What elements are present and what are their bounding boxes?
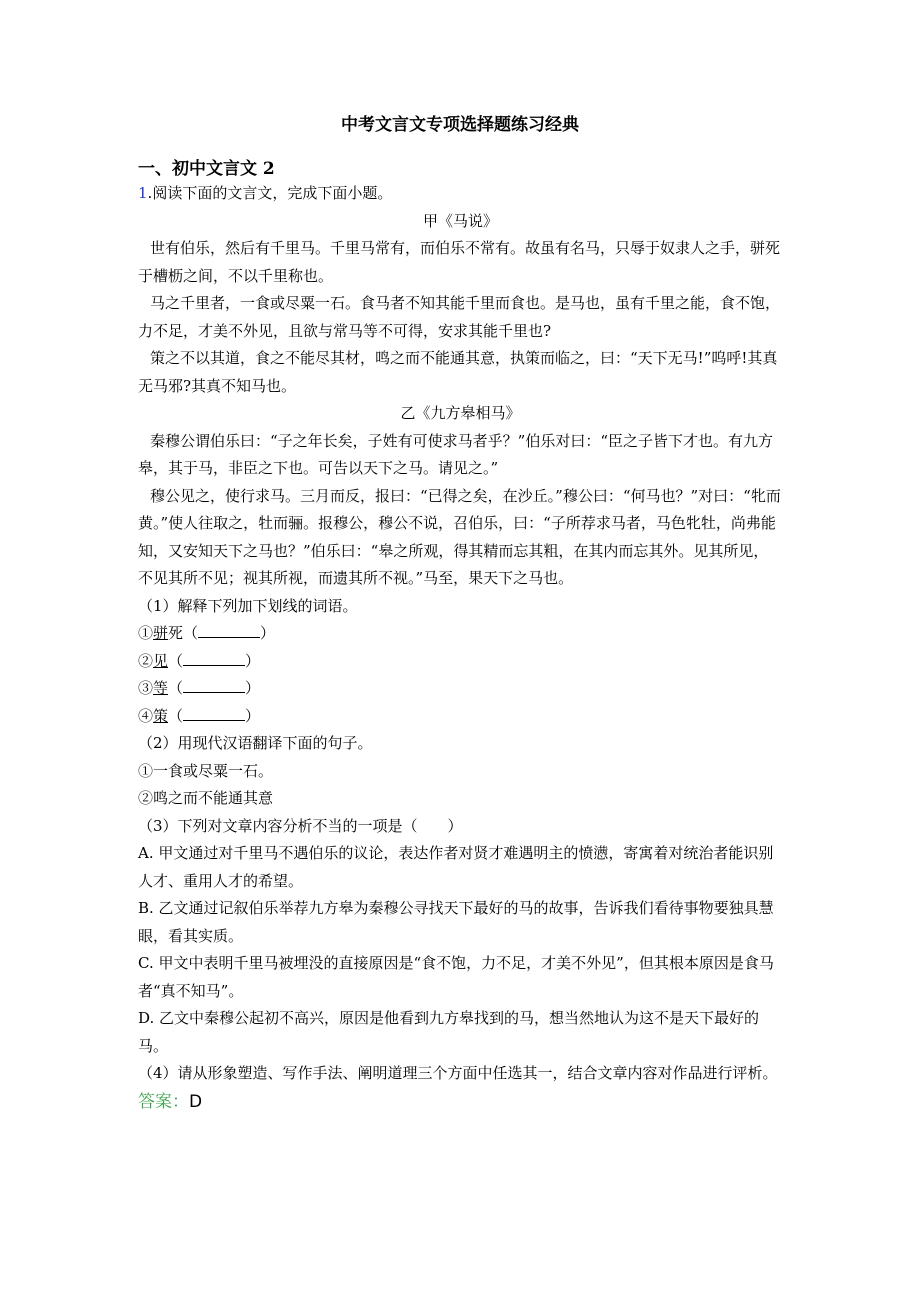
sub3-prompt: （3）下列对文章内容分析不当的一项是（ ） <box>138 816 463 835</box>
text-a-paragraph: 马之千里者，一食或尽粟一石。食马者不知其能千里而食也。是马也，虽有千里之能，食不饱，力不足，才美不外见，且欲与常马等不可得，安求其能千里也? <box>138 294 781 340</box>
sub2-prompt: （2）用现代汉语翻译下面的句子。 <box>138 734 373 752</box>
underlined-word: 等 <box>153 679 169 697</box>
answer-line <box>138 1088 783 1116</box>
sub1-item: ④策（ ） <box>138 706 261 725</box>
document-title: 中考文言文专项选择题练习经典 <box>341 115 579 135</box>
sub1-item: ③等（ ） <box>138 679 261 697</box>
question-content <box>138 180 783 1116</box>
sub1-item: ①骈死（ ） <box>138 624 276 642</box>
answer-blank <box>198 622 260 638</box>
text-a-paragraph: 策之不以其道，食之不能尽其材，鸣之而不能通其意，执策而临之，曰：“天下无马!”呜呼!其真无马邪?其真不知马也。 <box>138 349 778 395</box>
section-heading: 一、初中文言文 2 <box>138 159 275 179</box>
sub2-item: ②鸣之而不能通其意 <box>138 789 274 807</box>
answer-blank <box>183 705 245 721</box>
option-b: B. 乙文通过记叙伯乐举荐九方皋为秦穆公寻找天下最好的马的故事，告诉我们看待事物要独具慧眼，看其实质。 <box>138 899 774 945</box>
underlined-word: 骈 <box>153 624 169 642</box>
text-b-title: 乙《九方皋相马》 <box>400 404 521 422</box>
sub4-prompt: （4）请从形象塑造、写作手法、阐明道理三个方面中任选其一，结合文章内容对作品进行评析。 <box>138 1064 778 1082</box>
sub1-item: ②见（ ） <box>138 651 261 670</box>
answer-label: 答案： <box>138 1091 189 1112</box>
sub1-prompt: （1）解释下列加下划线的词语。 <box>138 596 358 615</box>
option-c: C. 甲文中表明千里马被埋没的直接原因是“食不饱，力不足，才美不外见”，但其根本原因是食马者“真不知马”。 <box>138 954 774 1000</box>
answer-blank <box>183 677 245 693</box>
question-number: 1 <box>138 184 148 202</box>
option-a: A. 甲文通过对千里马不遇伯乐的议论，表达作者对贤才难遇明主的愤懑，寄寓着对统治者能识别人才、重用人才的希望。 <box>138 844 774 890</box>
answer-value: D <box>189 1091 203 1112</box>
underlined-word: 策 <box>153 706 169 725</box>
question-instruction: 1.阅读下面的文言文，完成下面小题。 <box>138 184 393 202</box>
text-b-paragraph: 秦穆公谓伯乐曰：“子之年长矣，子姓有可使求马者乎？”伯乐对曰：“臣之子皆下才也。有九方皋，其于马，非臣之下也。可告以天下之马。请见之。” <box>138 431 774 477</box>
underlined-word: 见 <box>153 651 169 670</box>
option-d: D. 乙文中秦穆公起初不高兴，原因是他看到九方皋找到的马，想当然地认为这不是天下最好的马。 <box>138 1009 760 1055</box>
text-a-title: 甲《马说》 <box>422 211 498 230</box>
sub2-item: ①一食或尽粟一石。 <box>138 761 274 780</box>
text-b-paragraph: 穆公见之，使行求马。三月而反，报曰：“已得之矣，在沙丘。”穆公曰：“何马也？”对曰：“牝而黄。”使人往取之，牡而骊。报穆公，穆公不说，召伯乐，曰：“子所荐求马者，马色牝牡，尚弗能知，又安知天下之马也？”伯乐曰：“皋之所观，得其精而忘其粗，在其内而忘其外。见其所见，不见其所不见；视其所视，而遗其所不视。”马至，果天下之马也。 <box>138 486 781 587</box>
answer-blank <box>183 650 245 666</box>
text-a-paragraph: 世有伯乐，然后有千里马。千里马常有，而伯乐不常有。故虽有名马，只辱于奴隶人之手，骈死于槽枥之间，不以千里称也。 <box>138 239 781 285</box>
